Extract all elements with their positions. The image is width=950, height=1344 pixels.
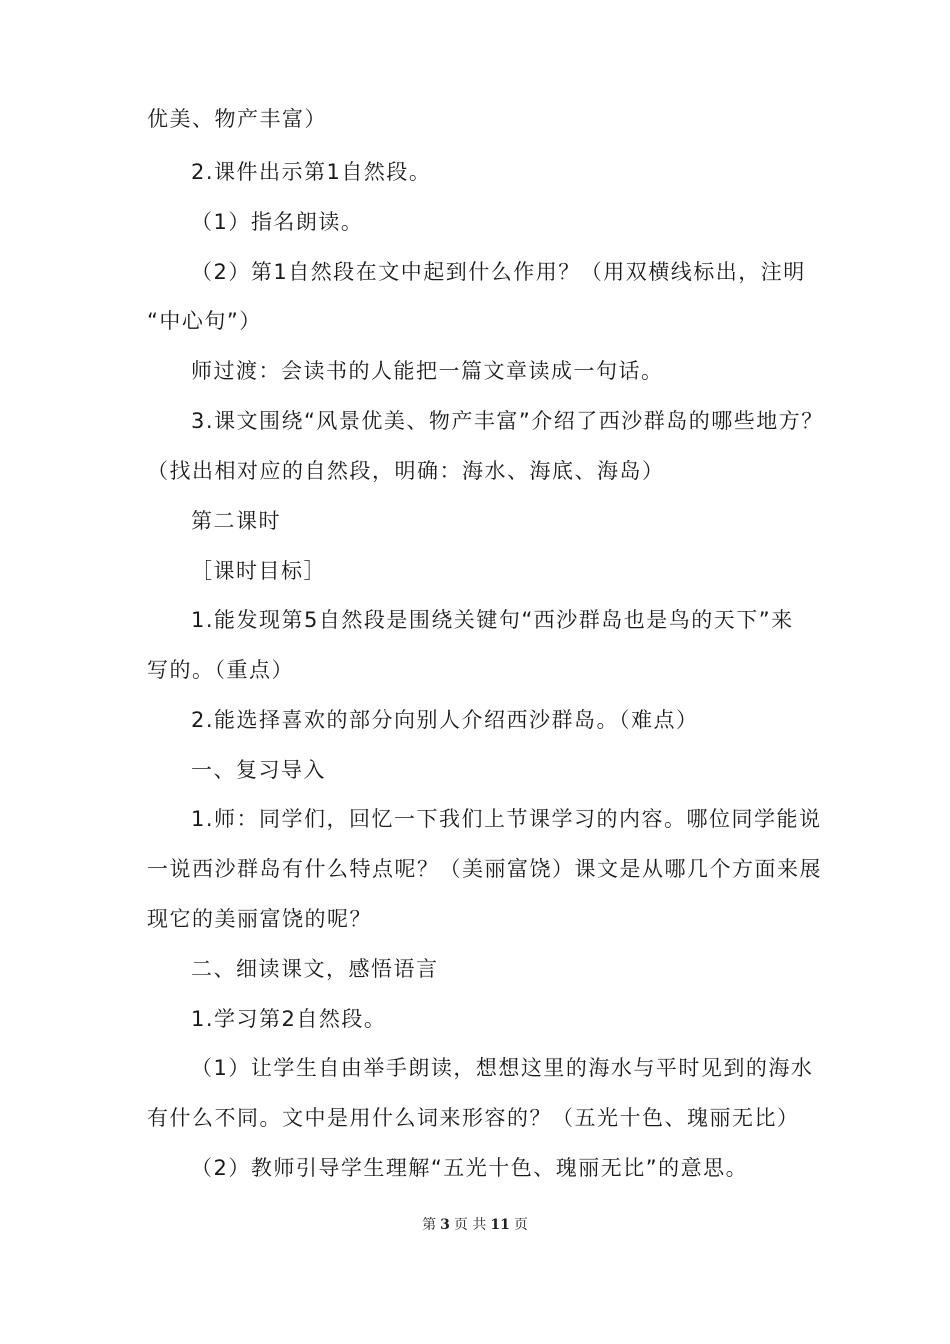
text-line: 写的。（重点） [147,658,294,682]
text-line: 现它的美丽富饶的呢？ [147,907,372,931]
text-line: 2.能选择喜欢的部分向别人介绍西沙群岛。（难点） [191,708,699,732]
footer-suffix: 页 [513,1217,528,1233]
text-line: 优美、物产丰富） [147,107,327,131]
section-heading: ［课时目标］ [191,559,326,583]
text-line: 师过渡：会读书的人能把一篇文章读成一句话。 [191,359,664,383]
text-line: 1.学习第2自然段。 [191,1007,387,1031]
total-pages: 11 [490,1217,510,1233]
text-line: “中心句”） [147,309,262,333]
section-heading: 一、复习导入 [191,758,326,782]
page-number: 3 [440,1217,450,1233]
text-line: 1.师：同学们，回忆一下我们上节课学习的内容。哪位同学能说 [191,807,822,831]
page-footer [0,1215,950,1235]
text-line: 1.能发现第5自然段是围绕关键句“西沙群岛也是鸟的天下”来 [191,608,794,632]
section-heading: 二、细读课文，感悟语言 [191,957,439,981]
section-heading: 第二课时 [191,509,281,533]
text-line: 一说西沙群岛有什么特点呢？（美丽富饶）课文是从哪几个方面来展 [147,857,822,881]
text-line: （1）让学生自由举手朗读，想想这里的海水与平时见到的海水 [191,1056,814,1080]
text-line: 有什么不同。文中是用什么词来形容的？（五光十色、瑰丽无比） [147,1106,800,1130]
footer-prefix: 第 [422,1217,437,1233]
text-line: 2.课件出示第1自然段。 [191,160,432,184]
text-line: （2）第1自然段在文中起到什么作用？（用双横线标出，注明 [191,260,806,284]
text-line: 3.课文围绕“风景优美、物产丰富”介绍了西沙群岛的哪些地方？ [191,409,824,433]
text-line: （2）教师引导学生理解“五光十色、瑰丽无比”的意思。 [191,1156,749,1180]
text-line: （找出相对应的自然段，明确：海水、海底、海岛） [147,459,665,483]
text-line: （1）指名朗读。 [191,210,364,234]
footer-middle: 页 共 [453,1217,487,1233]
